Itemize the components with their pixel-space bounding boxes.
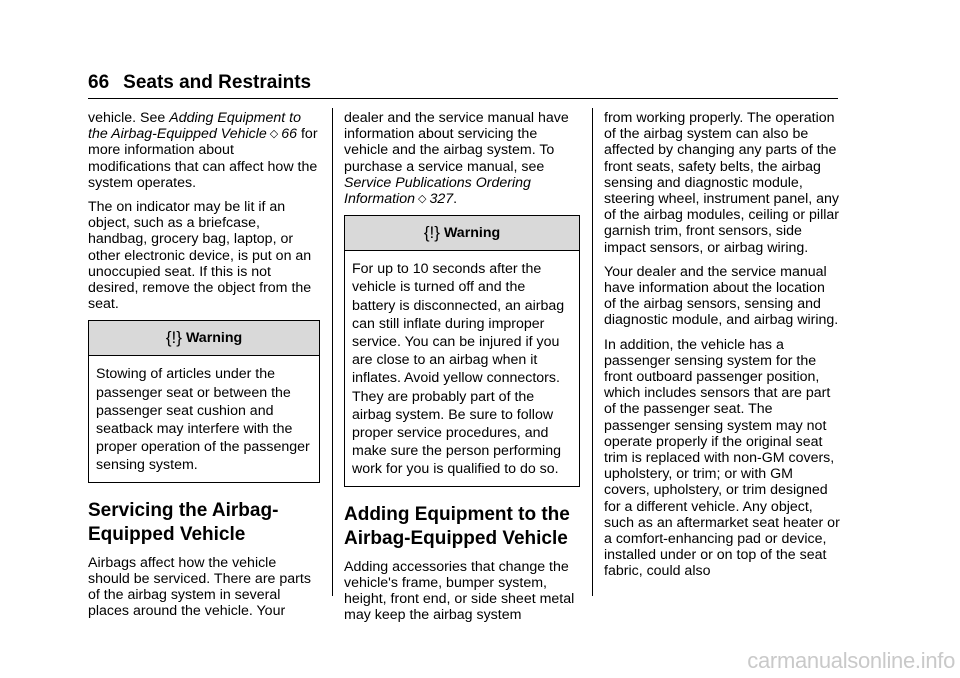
warning-icon: {!} (423, 223, 440, 243)
column-1 (88, 110, 320, 627)
warning-title: Warning (443, 225, 501, 242)
header-divider (88, 98, 838, 99)
warning-title: Warning (185, 330, 243, 347)
column-3 (604, 110, 840, 588)
site-watermark: carmanualsonline.info (747, 648, 955, 673)
warning-text: Stowing of articles under the passenger seat or between the passenger seat cushion and seatback may interfere with the proper operation of the passenger sensing system. (96, 366, 310, 474)
warning-icon: {!} (165, 328, 182, 348)
column-2 (344, 110, 580, 631)
warning-text: For up to 10 seconds after the vehicle is turned off and the battery is disconnected, an airbag can still inflate during improper service. You can be injured if you are close to an airbag when it inflates. Avoid yellow connectors. They are probably part of the airbag system. Be sure to follow proper service procedures, and make sure the person performing work for you is qualified to do so. (352, 261, 565, 478)
warning-box (344, 215, 580, 486)
cross-reference-link[interactable]: Service Publications Ordering Information (344, 174, 531, 208)
paragraph: vehicle. See Adding Equipment to the Airbag-Equipped Vehicle ◇ 66 for more information about modifications that can affect how the system operates. (88, 110, 318, 191)
section-heading: Servicing the Airbag-Equipped Vehicle (88, 499, 279, 545)
section-title: Seats and Restraints (123, 72, 312, 93)
page-reference-icon: ◇ (269, 128, 279, 141)
column-divider (592, 108, 593, 596)
page-number: 66 (88, 72, 110, 93)
column-divider (332, 108, 333, 596)
paragraph: Airbags affect how the vehicle should be serviced. There are parts of the airbag system in several places around the vehicle. Your (88, 554, 311, 620)
paragraph: Adding accessories that change the vehicle's frame, bumper system, height, front end, or side sheet metal may keep the airbag system (344, 558, 575, 624)
warning-header (89, 321, 319, 356)
page-reference[interactable]: 66 (281, 126, 298, 143)
paragraph: Your dealer and the service manual have information about the location of the airbag sensors, sensing and diagnostic module, and airbag wiring. (604, 263, 839, 329)
cross-reference-link[interactable]: Adding Equipment to the Airbag-Equipped Vehicle (88, 110, 301, 143)
paragraph: dealer and the service manual have information about servicing the vehicle and the airbag system. To purchase a service manual, see Service Publications Ordering Information ◇ 327. (344, 110, 569, 208)
section-heading: Adding Equipment to the Airbag-Equipped Vehicle (344, 503, 570, 549)
paragraph: In addition, the vehicle has a passenger sensing system for the front outboard passenger position, which includes sensors that are part of the passenger seat. The passenger sensing system may not operate properly if the original seat trim is replaced with non-GM covers, upholstery, or trim; or with GM covers, upholstery, or trim designed for a different vehicle. Any object, such as an aftermarket seat heater or a comfort-enhancing pad or device, installed under or on top of the seat fabric, could also (604, 336, 840, 580)
page-reference-icon: ◇ (417, 193, 427, 206)
warning-header (345, 216, 579, 251)
page-header (88, 68, 836, 98)
page-reference[interactable]: 327 (429, 191, 454, 208)
paragraph: The on indicator may be lit if an object, such as a briefcase, handbag, grocery bag, laptop, or other electronic device, is put on an unoccupied seat. If this is not desired, remove the object from the seat. (88, 199, 312, 313)
paragraph: from working properly. The operation of the airbag system can also be affected by changing any parts of the front seats, safety belts, the airbag sensing and diagnostic module, steering wheel, instrument panel, any of the airbag modules, ceiling or pillar garnish trim, front sensors, side impact sensors, or airbag wiring. (604, 110, 840, 256)
warning-box (88, 320, 320, 482)
